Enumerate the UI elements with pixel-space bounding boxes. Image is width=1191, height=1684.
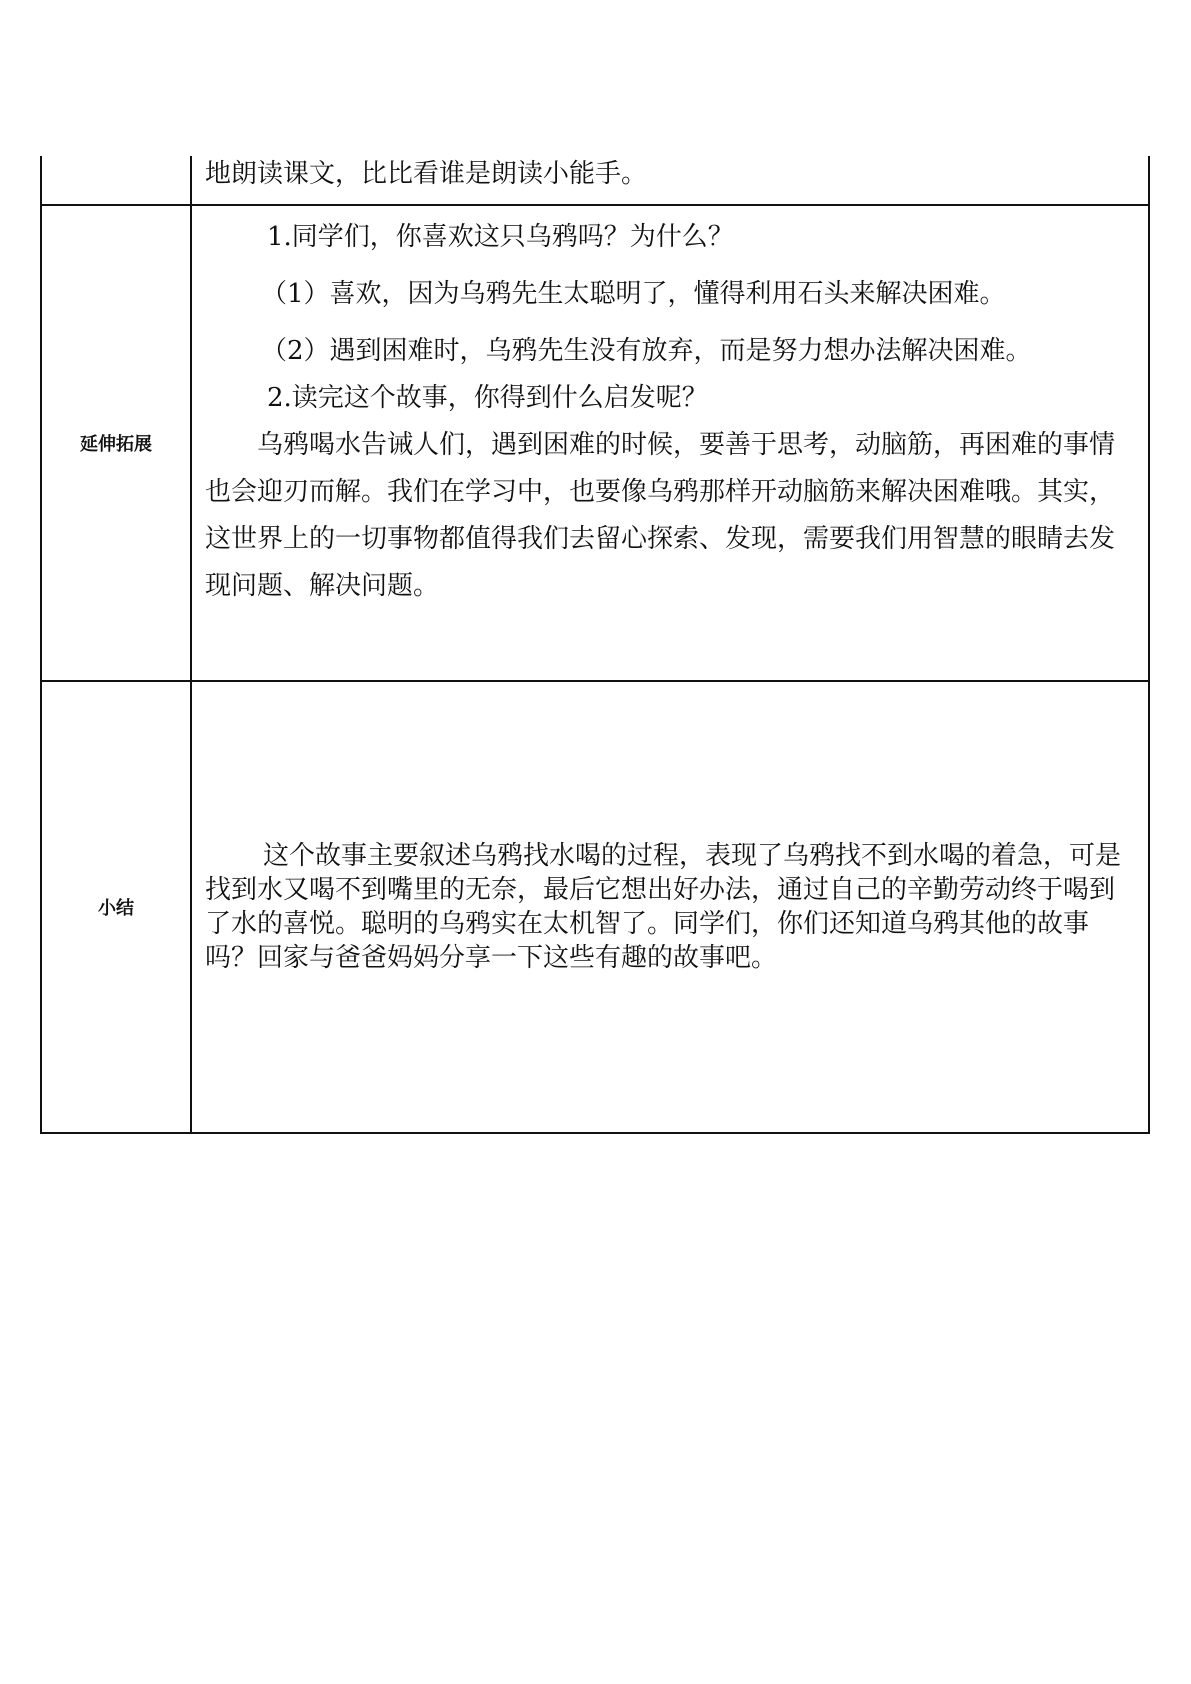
row-label-empty [41,156,191,205]
row-label-extension: 延伸拓展 [41,205,191,681]
question-1: 1.同学们，你喜欢这只乌鸦吗？为什么？ [267,222,734,252]
table-row-reading [41,156,1149,205]
question-2: 2.读完这个故事，你得到什么启发呢？ [267,383,708,413]
summary-text: 这个故事主要叙述乌鸦找水喝的过程，表现了乌鸦找不到水喝的着急，可是找到水又喝不到嘴里的无奈，最后它想出好办法，通过自己的辛勤劳动终于喝到了水的喜悦。聪明的乌鸦实在太机智了。同学们，你们还知道乌鸦其他的故事吗？回家与爸爸妈妈分享一下这些有趣的故事吧。 [205,841,1122,973]
table-row-extension [41,205,1149,681]
lesson-plan-table [40,156,1150,1134]
answer-2: （2）遇到困难时，乌鸦先生没有放弃，而是努力想办法解决困难。 [261,336,1032,366]
row-content-extension [191,205,1149,681]
inspiration-answer: 乌鸦喝水告诫人们，遇到困难的时候，要善于思考，动脑筋，再困难的事情也会迎刃而解。我们在学习中，也要像乌鸦那样开动脑筋来解决困难哦。其实，这世界上的一切事物都值得我们去留心探索、发现，需要我们用智慧的眼睛去发现问题、解决问题。 [205,430,1116,601]
reading-line: 地朗读课文，比比看谁是朗读小能手。 [205,159,648,189]
row-label-summary: 小结 [41,681,191,1133]
table-row-summary [41,681,1149,1133]
row-content-summary [191,681,1149,1133]
row-content-reading [191,156,1149,205]
answer-1: （1）喜欢，因为乌鸦先生太聪明了，懂得利用石头来解决困难。 [261,279,1006,309]
